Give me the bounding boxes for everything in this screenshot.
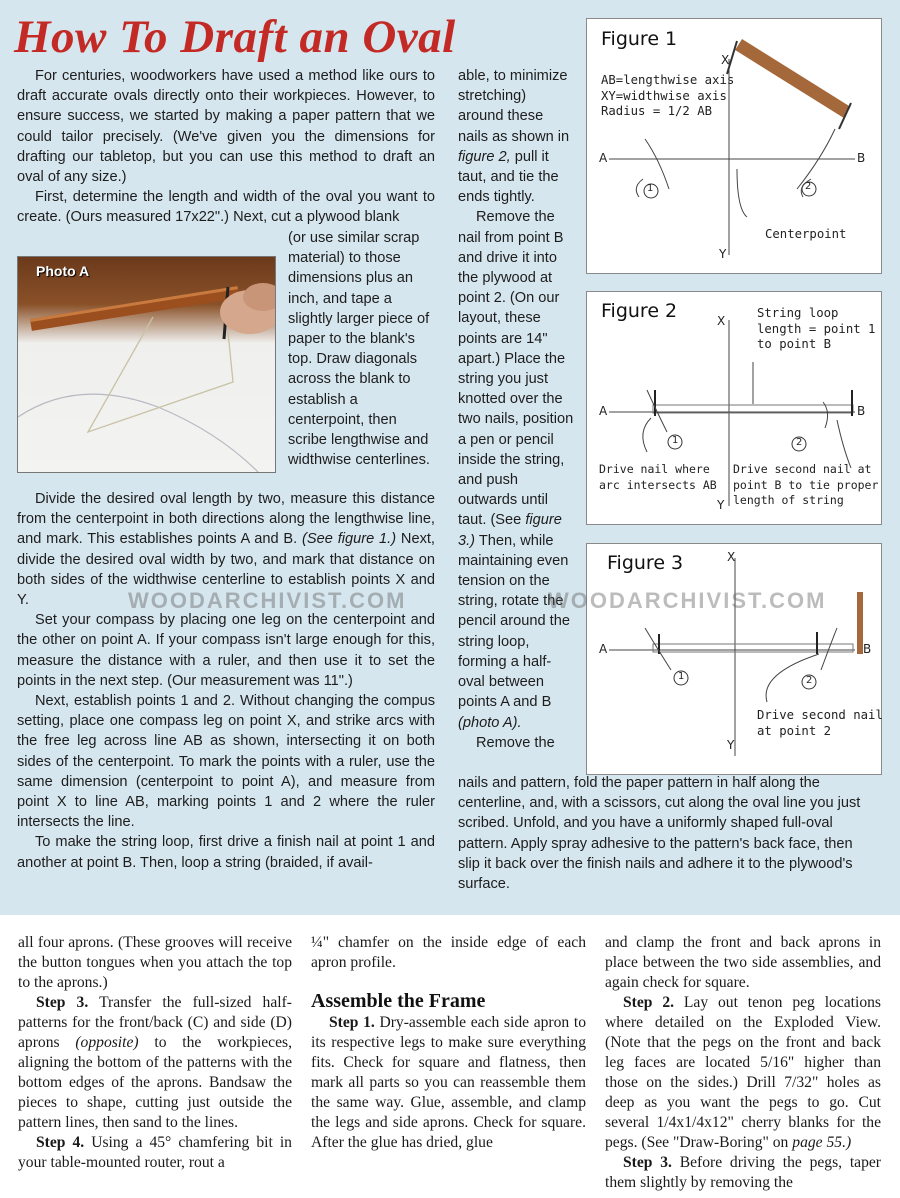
figure-1-label-x: X xyxy=(721,53,730,67)
figure-2-reference: figure 2, xyxy=(458,148,511,165)
paragraph-middle-3: Remove the xyxy=(476,734,555,751)
figure-1-label-a: A xyxy=(599,151,608,165)
paragraph-middle-2 xyxy=(458,207,574,732)
figure-2 xyxy=(586,291,882,525)
figure-2-label-x: X xyxy=(717,314,726,328)
lower-col3-para1: and clamp the front and back aprons in place between the two side assemblies, and again check for square. xyxy=(605,934,881,991)
figure-3-title: Figure 3 xyxy=(607,552,684,574)
photo-a-reference: (photo A). xyxy=(458,714,522,731)
lower-column-3 xyxy=(605,933,881,1193)
figure-3-label-b: B xyxy=(863,642,872,656)
paragraph-beside-photo: (or use similar scrap material) to those dimensions plus an inch, and tape a slightly larger piece of paper to the blank's top. Draw diagonals across the blank to establish a centerpoint, then scribe lengthwise and widthwise centerlines. xyxy=(288,230,430,469)
lower-col3-para2 xyxy=(605,993,881,1153)
figure-2-note-right: Drive second nail at point B to tie proper length of string xyxy=(733,462,879,508)
step-1-label: Step 1. xyxy=(329,1014,375,1031)
page-reference: page 55.) xyxy=(792,1134,852,1151)
paragraph-string: To make the string loop, first drive a finish nail at point 1 and another at point B. Then, loop a string (braided, if avail- xyxy=(17,834,435,871)
text-divide-2: Next, divide the desired oval width by two, and mark that distance on both sides of the widthwise centerline to establish points X and Y. xyxy=(17,531,435,609)
text-divide: Divide the desired oval length by two, measure this distance from the centerpoint in both directions along the lengthwise line, and mark. This establishes points A and B. xyxy=(17,491,435,548)
lower-col3-para3 xyxy=(605,1153,881,1193)
lower-col2-para1: ¼" chamfer on the inside edge of each apron profile. xyxy=(311,934,586,971)
figure-2-label-a: A xyxy=(599,404,608,418)
lower-column-2 xyxy=(311,933,586,1153)
step-3b-text: Before driving the pegs, taper them slightly by removing the xyxy=(605,1154,881,1191)
figure-2-label-y: Y xyxy=(717,498,725,512)
figure-1-label-y: Y xyxy=(719,247,727,261)
figure-2-marker-2: 2 xyxy=(796,437,803,448)
figure-1-marker-2: 2 xyxy=(805,181,812,192)
photo-a xyxy=(17,256,276,473)
step-1-text: Dry-assemble each side apron to its respective legs to make sure everything fits. Check for square and flatness, then mark all parts so you can reassemble them the same way. Glue, assemble, and clamp the legs and side aprons. Check for square. After the glue has dried, glue xyxy=(311,1014,586,1151)
step-4-text: Using a 45° chamfering bit in your table-mounted router, rout a xyxy=(18,1134,292,1171)
figure-1-marker-1: 1 xyxy=(647,183,654,194)
middle-column xyxy=(458,66,574,753)
step-2-label: Step 2. xyxy=(623,994,675,1011)
step-3-text: Transfer the full-sized half-patterns for the front/back (C) and side (D) aprons xyxy=(18,994,292,1051)
article-title: How To Draft an Oval xyxy=(14,11,456,63)
figure-2-title: Figure 2 xyxy=(601,300,678,322)
figure-3-reference: figure 3.) xyxy=(458,512,562,549)
step-3b-label: Step 3. xyxy=(623,1154,672,1171)
figure-3-label-y: Y xyxy=(727,738,735,752)
step-4-label: Step 4. xyxy=(36,1134,85,1151)
lower-col2-para2 xyxy=(311,1013,586,1153)
text-middle-4: Then, while maintaining even tension on the string, rotate the pencil around the string loop, forming a half-oval between points A and B xyxy=(458,532,570,711)
figure-3-marker-2: 2 xyxy=(806,675,813,686)
text-middle-2: pull it taut, and tie the ends tightly. xyxy=(458,148,559,206)
watermark-left: WOODARCHIVIST.COM xyxy=(128,588,407,613)
text-middle-3: Remove the nail from point B and drive it into the plywood at point 2. (On our layout, these points are 14" apart.) Place the string you just knotted over the two nails, position a pen or pencil inside the string, and push outwards until taut. (See xyxy=(458,209,574,529)
figure-3-marker-1: 1 xyxy=(678,671,685,682)
figure-2-note-left: Drive nail where arc intersects AB xyxy=(599,462,717,492)
figure-1-label-b: B xyxy=(857,151,866,165)
opposite-reference: (opposite) xyxy=(75,1034,139,1051)
paragraph-middle-1 xyxy=(458,66,574,207)
figure-1-reference: (See figure 1.) xyxy=(302,531,397,548)
figure-3-label-x: X xyxy=(727,550,736,564)
watermark-right: WOODARCHIVIST.COM xyxy=(548,588,827,613)
figure-3-note: Drive second nail at point 2 xyxy=(757,708,883,738)
lower-col1-para3 xyxy=(18,1133,292,1173)
lower-col1-para1: all four aprons. (These grooves will receive the button tongues when you attach the top to the aprons.) xyxy=(18,934,292,991)
figure-1-title: Figure 1 xyxy=(601,28,678,50)
left-column-top xyxy=(17,66,435,228)
paragraph-wide-ending: nails and pattern, fold the paper pattern in half along the centerline, and, with a scissors, cut along the oval line you just scribed. Unfold, and you have a uniformly shaped full-oval pattern. Apply spray adhesive to the pattern's back face, then slip it back over the finish nails and adhere it to the plywood's surface. xyxy=(458,775,861,893)
figure-1-centerpoint-label: Centerpoint xyxy=(765,227,847,241)
step-2-text: Lay out tenon peg locations where detailed on the Exploded View. (Note that the pegs on the front and back leg faces are located 5/16" higher than those on the sides.) Drill 7/32" holes as deep as you want the pegs to go. Cut several 1/4x1/4x12" cherry blanks for the pegs. (See "Draw-Boring" on xyxy=(605,994,881,1151)
wide-ending xyxy=(458,773,878,894)
text-beside-photo xyxy=(288,228,438,470)
step-3-text-2: to the workpieces, aligning the bottom of the patterns with the bottom edges of the aprons. Bandsaw the pieces to shape, cutting just outside the pattern lines, then sand to the lines. xyxy=(18,1034,292,1131)
photo-a-illustration xyxy=(18,257,275,472)
left-column-bottom xyxy=(17,489,435,873)
figure-3-label-a: A xyxy=(599,642,608,656)
section-heading: Assemble the Frame xyxy=(311,990,486,1012)
figure-1 xyxy=(586,18,882,274)
figure-2-label-b: B xyxy=(857,404,866,418)
figure-2-note-top: String loop length = point 1 to point B xyxy=(757,306,876,352)
paragraph-points: Next, establish points 1 and 2. Without changing the compus setting, place one compass leg on point X, and strike arcs with the free leg across line AB as shown, intersecting it on both sides of the centerpoint. To mark the points with a ruler, use the same dimension (centerpoint to point A), and measure from point X to line AB, marking points 1 and 2 where the ruler intersects the line. xyxy=(17,693,435,831)
lower-col1-para2 xyxy=(18,993,292,1133)
figure-1-legend: AB=lengthwise axis XY=widthwise axis Radius = 1/2 AB xyxy=(601,73,735,119)
paragraph-compass: Set your compass by placing one leg on the centerpoint and the other on point A. If your compass isn't large enough for this, measure the distance with a ruler, and then use it to set the points in the next step. (Our measurement was 11".) xyxy=(17,612,435,689)
figure-2-marker-1: 1 xyxy=(672,435,679,446)
paragraph-first: First, determine the length and width of the oval you want to create. (Ours measured 17x22".) Next, cut a plywood blank xyxy=(17,189,435,226)
step-3-label: Step 3. xyxy=(36,994,89,1011)
photo-label: Photo A xyxy=(36,263,90,279)
text-middle-1: able, to minimize stretching) around these nails as shown in xyxy=(458,68,570,145)
lower-column-1 xyxy=(18,933,292,1173)
figure-3 xyxy=(586,543,882,775)
paragraph-intro: For centuries, woodworkers have used a method like ours to draft accurate ovals directly onto their workpieces. However, to ensure success, we started by making a paper pattern that we could tailor precisely. (We've given you the dimensions for drafting our tabletop, but you can use this method to draft an oval of any size.) xyxy=(17,68,435,186)
